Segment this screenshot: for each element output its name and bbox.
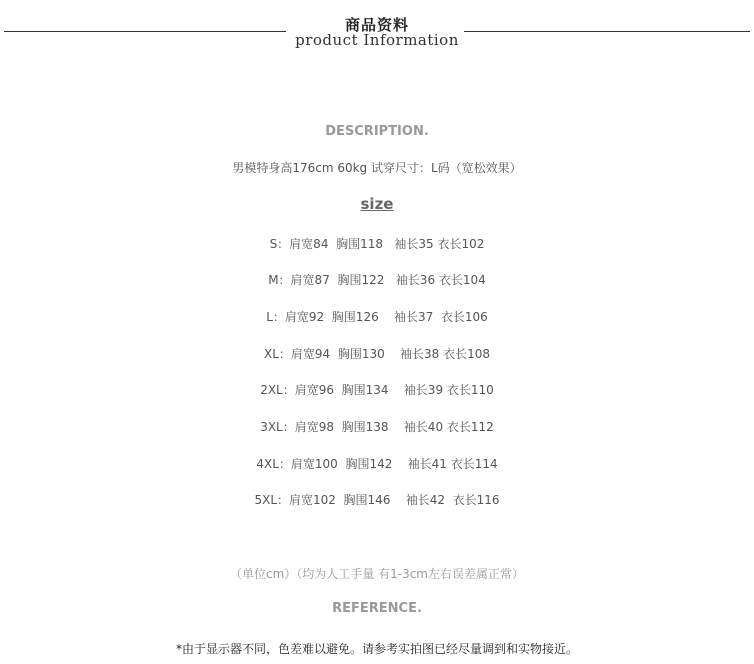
size-row-3xl: 3XL：肩宽98 胸围138 袖长40 衣长112 (260, 420, 494, 434)
size-row-5xl: 5XL：肩宽102 胸围146 袖长42 衣长116 (254, 493, 500, 507)
size-row-l: L：肩宽92 胸围126 袖长37 衣长106 (266, 310, 488, 324)
size-title: size (360, 195, 394, 213)
reference-heading: REFERENCE. (332, 601, 422, 616)
color-disclaimer: *由于显示器不同，色差难以避免。请参考实拍图已经尽量调到和实物接近。 (175, 642, 578, 656)
description-heading: DESCRIPTION. (325, 124, 429, 139)
size-row-s: S：肩宽84 胸围118 袖长35 衣长102 (269, 237, 485, 251)
model-info: 男模特身高176cm 60kg 试穿尺寸：L码（宽松效果） (232, 161, 522, 175)
size-row-xl: XL：肩宽94 胸围130 袖长38 衣长108 (264, 347, 490, 361)
measurement-note: （单位cm）（均为人工手量 有1-3cm左右误差属正常） (230, 567, 524, 581)
section-header (0, 0, 754, 60)
section-title-en: product Information (295, 31, 459, 49)
size-row-m: M：肩宽87 胸围122 袖长36 衣长104 (268, 273, 486, 287)
section-title-cn: 商品资料 (344, 16, 409, 34)
size-row-4xl: 4XL：肩宽100 胸围142 袖长41 衣长114 (256, 457, 498, 471)
size-row-2xl: 2XL：肩宽96 胸围134 袖长39 衣长110 (260, 383, 494, 397)
